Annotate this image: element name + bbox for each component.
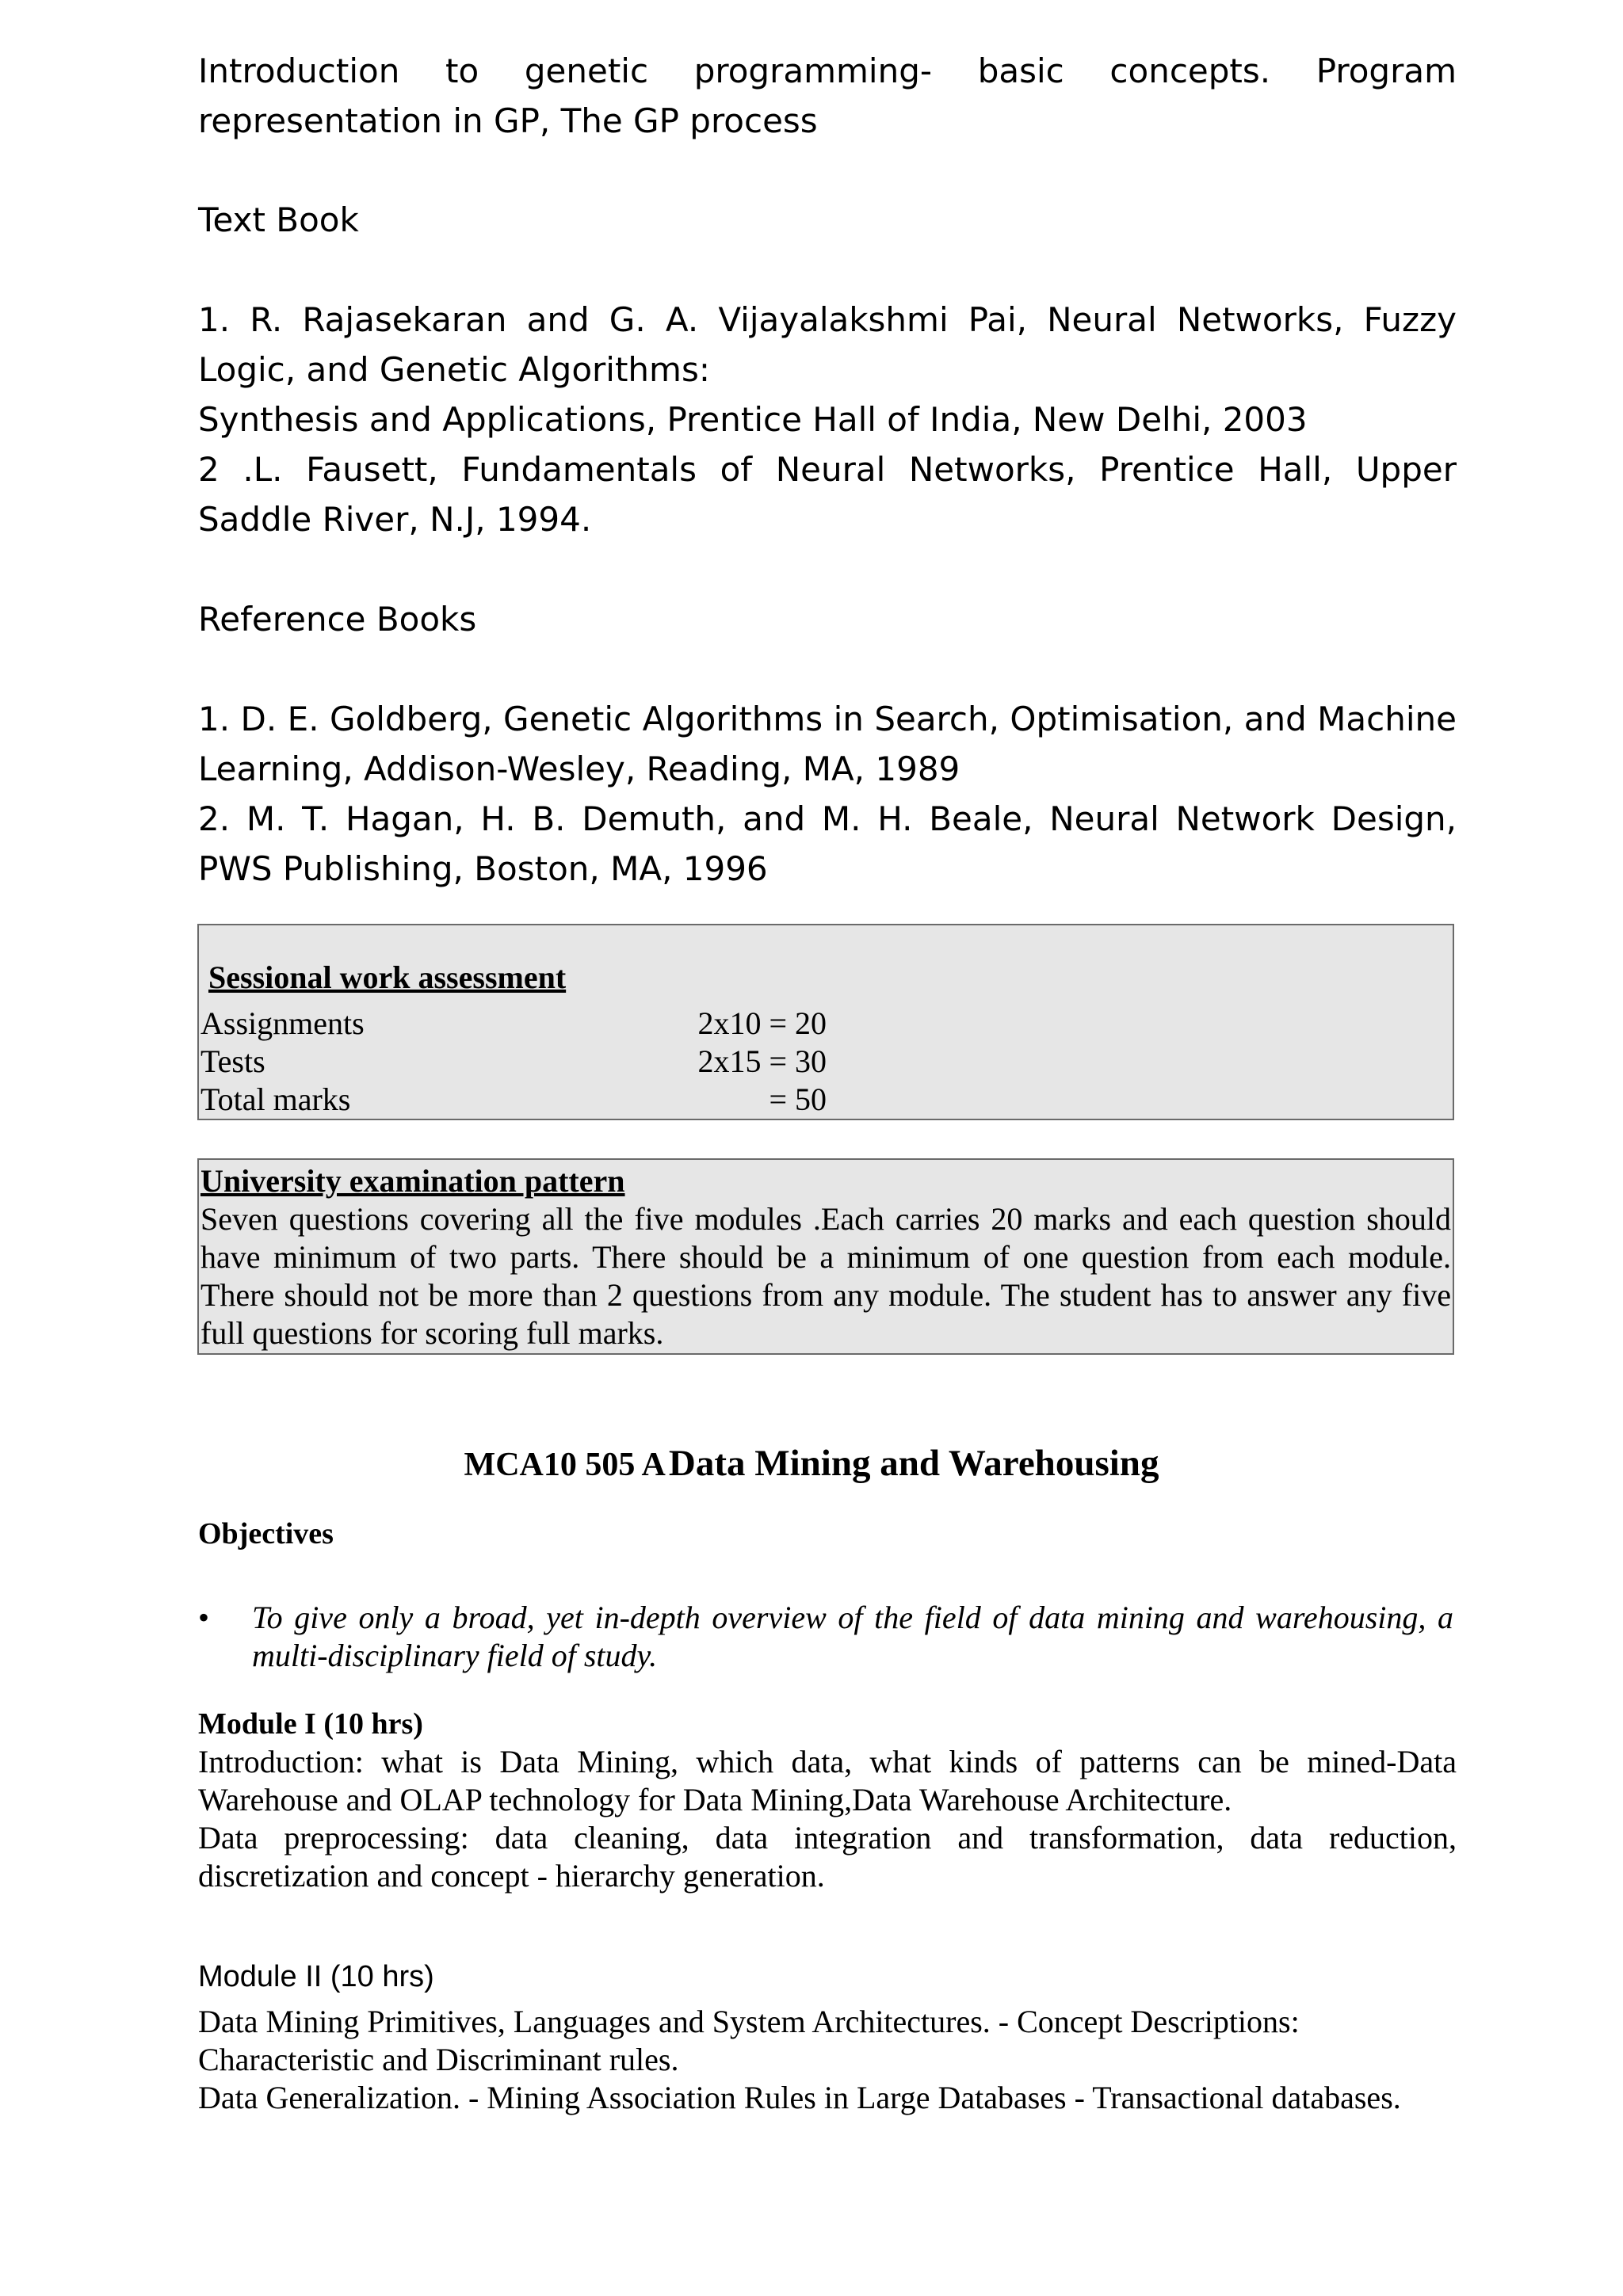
- assessment-value: 2x10 = 20: [697, 1005, 827, 1041]
- university-exam-box: [197, 1158, 1454, 1355]
- module-2-line-2: Characteristic and Discriminant rules.: [198, 2042, 679, 2077]
- course-code: MCA10 505 A: [464, 1447, 666, 1483]
- text-book-item-1-part-b: Synthesis and Applications, Prentice Hall of India, New Delhi, 2003: [198, 400, 1308, 439]
- university-exam-content: [200, 1162, 1451, 1352]
- assessment-row-tests: [200, 1043, 827, 1081]
- assessment-value: = 50: [769, 1081, 827, 1117]
- bullet-icon: •: [198, 1600, 210, 1635]
- reference-books-heading: Reference Books: [198, 600, 477, 639]
- intro-text: Introduction to genetic programming- basic concepts. Program representation in GP, The GP process: [198, 51, 1457, 140]
- module-1-para-2: Data preprocessing: data cleaning, data integration and transformation, data reduction, discretization and concept - hierarchy generation.: [198, 1820, 1457, 1894]
- university-exam-title: University examination pattern: [200, 1163, 625, 1199]
- objective-item-text: To give only a broad, yet in-depth overview of the field of data mining and warehousing, a multi-disciplinary field of study.: [252, 1600, 1453, 1673]
- module-2-line-3: Data Generalization. - Mining Association Rules in Large Databases - Transactional databases.: [198, 2080, 1401, 2115]
- assessment-label: Tests: [200, 1043, 265, 1079]
- module-2-line-1: Data Mining Primitives, Languages and System Architectures. - Concept Descriptions:: [198, 2004, 1300, 2039]
- sessional-assessment-title: Sessional work assessment: [208, 959, 567, 995]
- module-1-para-1: Introduction: what is Data Mining, which data, what kinds of patterns can be mined-Data Warehouse and OLAP technology for Data Mining,Data Warehouse Architecture.: [198, 1744, 1457, 1817]
- objective-item: [198, 1599, 1457, 1678]
- assessment-row-assignments: [200, 1005, 827, 1043]
- course-name: Data Mining and Warehousing: [668, 1443, 1159, 1484]
- assessment-label: Total marks: [200, 1081, 351, 1117]
- course-title: [0, 1442, 1623, 1485]
- reference-book-item-1: 1. D. E. Goldberg, Genetic Algorithms in Search, Optimisation, and Machine Learning, Addison-Wesley, Reading, MA, 1989: [198, 700, 1457, 788]
- text-book-item-1: [198, 295, 1457, 395]
- objectives-heading: Objectives: [198, 1517, 334, 1550]
- assessment-row-total-marks: [200, 1081, 827, 1119]
- module-1-heading: Module I (10 hrs): [198, 1707, 423, 1741]
- module-2-heading: Module II (10 hrs): [198, 1960, 434, 1993]
- assessment-value: 2x15 = 30: [697, 1043, 827, 1079]
- sessional-assessment-box: [197, 924, 1454, 1120]
- university-exam-text: Seven questions covering all the five modules .Each carries 20 marks and each question should have minimum of two parts. There should be a minimum of one question from each module. There should not be more than 2 questions from any module. The student has to answer any five full questions for scoring full marks.: [200, 1201, 1451, 1351]
- text-book-heading: Text Book: [198, 200, 359, 239]
- assessment-label: Assignments: [200, 1005, 365, 1041]
- text-book-item-2: 2 .L. Fausett, Fundamentals of Neural Networks, Prentice Hall, Upper Saddle River, N.J, 1994.: [198, 450, 1457, 539]
- intro-paragraph: [198, 46, 1457, 146]
- text-book-item-1-part-a: 1. R. Rajasekaran and G. A. Vijayalakshmi Pai, Neural Networks, Fuzzy Logic, and Genetic Algorithms:: [198, 300, 1457, 389]
- reference-book-item-2: 2. M. T. Hagan, H. B. Demuth, and M. H. Beale, Neural Network Design, PWS Publishing, Boston, MA, 1996: [198, 799, 1457, 888]
